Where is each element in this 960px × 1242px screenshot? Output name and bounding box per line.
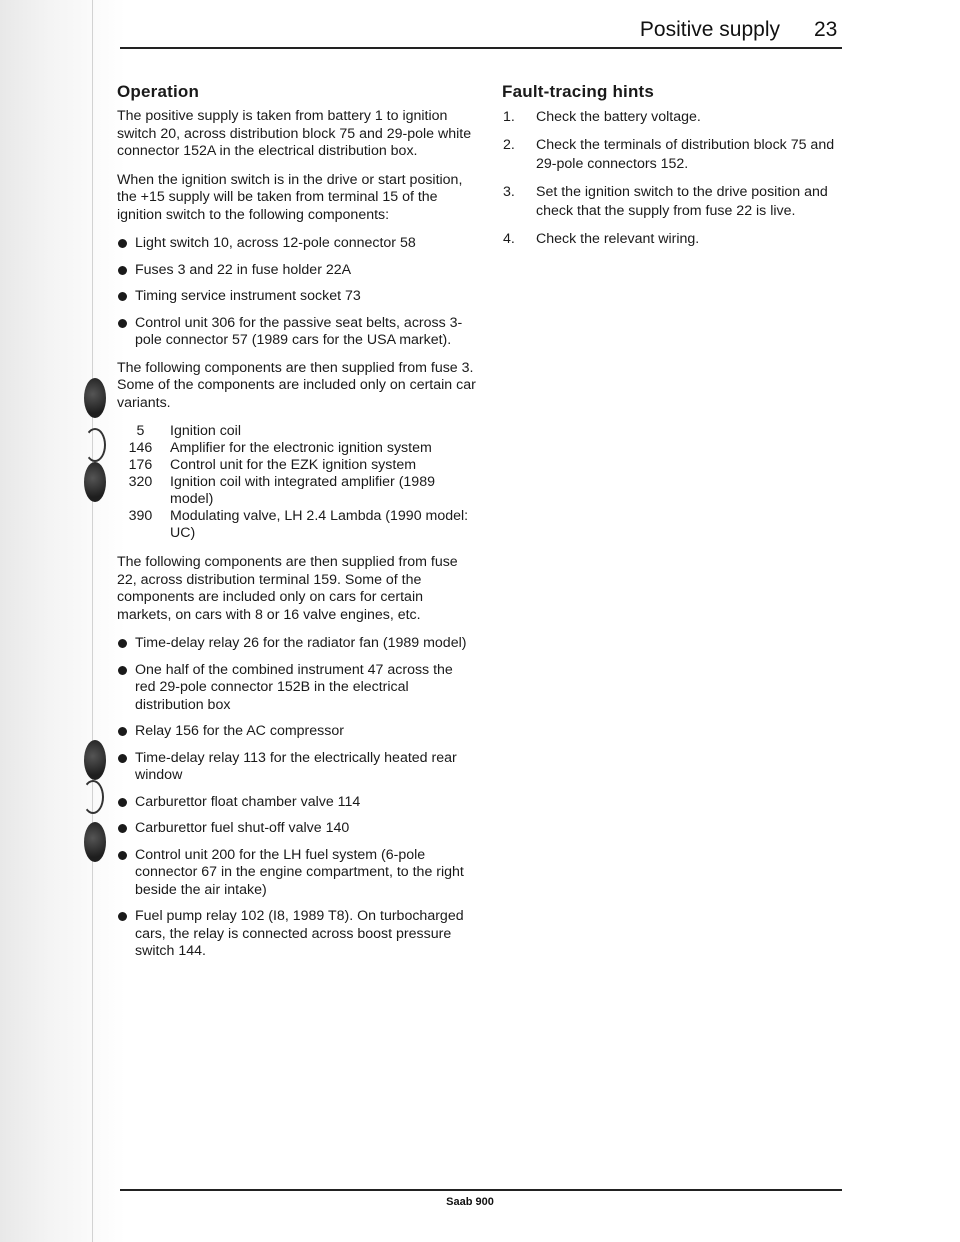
hint-text: Check the terminals of distribution block 75 and 29-pole connectors 152. [536, 137, 835, 172]
component-description: Ignition coil with integrated amplifier (1989 model) [170, 474, 435, 507]
list-item: Time-delay relay 113 for the electrically heated rear window [117, 750, 477, 785]
punch-ring-icon [84, 428, 106, 462]
operation-section [117, 82, 477, 971]
fault-tracing-list [502, 108, 847, 249]
list-item: Control unit 306 for the passive seat belts, across 3-pole connector 57 (1989 cars for the USA market). [117, 315, 477, 350]
punch-hole-icon [84, 378, 106, 418]
running-title: Positive supply [639, 18, 780, 41]
component-number: 176 [128, 457, 153, 473]
fault-tracing-heading: Fault-tracing hints [502, 82, 655, 101]
punch-hole-icon [84, 462, 106, 502]
footer-model-name: Saab 900 [446, 1196, 494, 1208]
bullet-icon [118, 851, 127, 860]
hint-text: Check the relevant wiring. [536, 231, 700, 247]
list-item: One half of the combined instrument 47 across the red 29-pole connector 152B in the electrical distribution box [117, 662, 477, 715]
binding-line [92, 0, 93, 1242]
ignition-paragraph: When the ignition switch is in the drive or start position, the +15 supply will be taken from terminal 15 of the ignition switch to the following components: [117, 171, 463, 223]
list-item: Carburettor float chamber valve 114 [117, 794, 477, 812]
bullet-icon [118, 798, 127, 807]
operation-heading: Operation [117, 82, 200, 101]
punch-ring-icon [82, 780, 104, 814]
fuse3-component-table [117, 423, 477, 542]
bullet-icon [118, 639, 127, 648]
component-description: Amplifier for the electronic ignition system [170, 440, 432, 456]
list-item: Light switch 10, across 12-pole connector 58 [117, 235, 477, 253]
hint-text: Check the battery voltage. [536, 109, 701, 125]
component-number: 320 [128, 474, 153, 490]
fault-tracing-section [502, 82, 847, 258]
list-item [502, 136, 847, 174]
hint-number: 4. [503, 231, 515, 247]
table-row [117, 440, 477, 457]
bullet-icon [118, 754, 127, 763]
list-item: Fuel pump relay 102 (I8, 1989 T8). On turbocharged cars, the relay is connected across boost pressure switch 144. [117, 908, 477, 961]
footer-rule [120, 1189, 842, 1191]
fuse3-paragraph: The following components are then supplied from fuse 3. Some of the components are included only on certain car variants. [117, 359, 476, 411]
list-item [502, 183, 847, 221]
bullet-icon [118, 824, 127, 833]
bullet-icon [118, 666, 127, 675]
bullet-icon [118, 319, 127, 328]
list-item: Fuses 3 and 22 in fuse holder 22A [117, 262, 477, 280]
hint-text: Set the ignition switch to the drive position and check that the supply from fuse 22 is live. [536, 184, 828, 219]
hint-number: 2. [503, 137, 515, 153]
bullet-icon [118, 727, 127, 736]
bullet-icon [118, 292, 127, 301]
component-description: Ignition coil [170, 423, 241, 439]
list-item [502, 108, 847, 127]
punch-hole-icon [84, 740, 106, 780]
list-item: Carburettor fuel shut-off valve 140 [117, 820, 477, 838]
fuse22-paragraph: The following components are then supplied from fuse 22, across distribution terminal 159. Some of the components are included only on cars for certain markets, on cars with 8 or 16 valve engines, etc. [117, 554, 458, 623]
bullet-icon [118, 266, 127, 275]
table-row [117, 508, 477, 542]
list-item: Time-delay relay 26 for the radiator fan (1989 model) [117, 635, 477, 653]
component-number: 390 [128, 508, 153, 524]
binding-edge [0, 0, 125, 1242]
list-item: Control unit 200 for the LH fuel system (6-pole connector 67 in the engine compartment, to the right beside the air intake) [117, 847, 477, 900]
ignition-component-list [117, 235, 477, 350]
bullet-icon [118, 912, 127, 921]
fuse22-component-list [117, 635, 477, 961]
hint-number: 1. [503, 109, 515, 125]
table-row [117, 457, 477, 474]
bullet-icon [118, 239, 127, 248]
punch-hole-icon [84, 822, 106, 862]
hint-number: 3. [503, 184, 515, 200]
component-description: Control unit for the EZK ignition system [170, 457, 417, 473]
operation-intro: The positive supply is taken from battery 1 to ignition switch 20, across distribution block 75 and 29-pole white connector 152A in the electrical distribution box. [117, 108, 472, 159]
component-description: Modulating valve, LH 2.4 Lambda (1990 model: UC) [170, 508, 469, 541]
page-number: 23 [814, 18, 838, 41]
table-row [117, 423, 477, 440]
list-item: Relay 156 for the AC compressor [117, 723, 477, 741]
component-number: 146 [128, 440, 153, 456]
component-number: 5 [136, 423, 145, 439]
table-row [117, 474, 477, 508]
list-item [502, 230, 847, 249]
header-rule [120, 47, 842, 49]
list-item: Timing service instrument socket 73 [117, 288, 477, 306]
